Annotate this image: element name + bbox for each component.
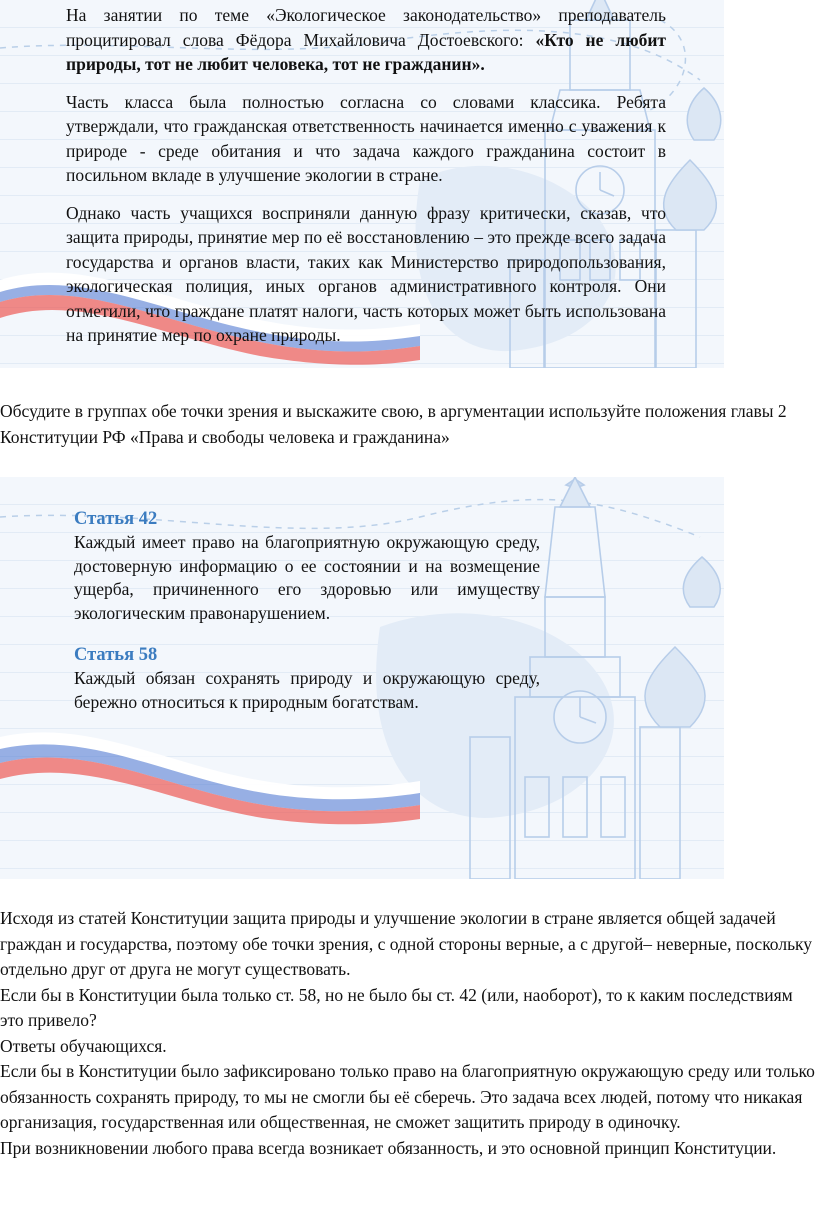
article-58-title: Статья 58 [74, 645, 158, 665]
case-card [0, 0, 724, 368]
case-intro-paragraph: На занятии по теме «Экологическое законодательство» преподаватель процитировал слова Фёдора Михайловича Достоевского: «Кто не любит природы, тот не любит человека, тот не гражданин». [66, 5, 666, 74]
case-paragraph-agree: Часть класса была полностью согласна со словами классика. Ребята утверждали, что гражданская ответственность начинается именно с уважения к природе - среде обитания и что задача каждого гражданина состоит в посильном вкладе в улучшение экологии в стране. [66, 91, 666, 185]
article-42-title: Статья 42 [74, 509, 158, 529]
answer-principle: При возникновении любого права всегда возникает обязанность, и это основной принцип Конституции. [0, 1137, 777, 1158]
answer-section [0, 906, 816, 1161]
article-58-text: Каждый обязан сохранять природу и окружающую среду, бережно относиться к природным богатствам. [74, 668, 540, 712]
article-42-text: Каждый имеет право на благоприятную окружающую среду, достоверную информацию о ее состоянии и на возмещение ущерба, причиненного его здоровью или имуществу экологическим правонарушением. [74, 532, 540, 623]
dostoevsky-quote: «Кто не любит природы, тот не любит человека, тот не гражданин». [66, 29, 666, 74]
article-58 [74, 643, 540, 714]
constitution-articles-card [0, 477, 724, 879]
case-paragraph-critical: Однако часть учащихся восприняли данную фразу критически, сказав, что защита природы, принятие мер по её восстановлению – это прежде всего задача государства и органов власти, таких как Министерство природопользования, экологическая полиция, иных органов административного контроля. Они отметили, что граждане платят налоги, часть которых может быть использована на принятие мер по охране природы. [66, 202, 666, 345]
answer-conclusion: Исходя из статей Конституции защита природы и улучшение экологии в стране является общей задачей граждан и государства, поэтому обе точки зрения, с одной стороны верные, а с другой– неверные, поскольку отдельно друг от друга не могут существовать. [0, 908, 813, 979]
answer-question: Если бы в Конституции была только ст. 58, но не было бы ст. 42 (или, наоборот), то к каким последствиям это привело? [0, 984, 793, 1030]
article-42 [74, 507, 540, 625]
task-instruction: Обсудите в группах обе точки зрения и выскажите свою, в аргументации используйте положения главы 2 Конституции РФ «Права и свободы человека и гражданина» [0, 401, 787, 447]
answer-students-label: Ответы обучающихся. [0, 1035, 167, 1056]
answer-explanation: Если бы в Конституции было зафиксировано только право на благоприятную окружающую среду или только обязанность сохранять природу, то мы не смогли бы её сберечь. Это задача всех людей, потому что никакая организация, государственная или общественная, не сможет защитить природу в одиночку. [0, 1061, 815, 1132]
case-text [66, 3, 666, 361]
